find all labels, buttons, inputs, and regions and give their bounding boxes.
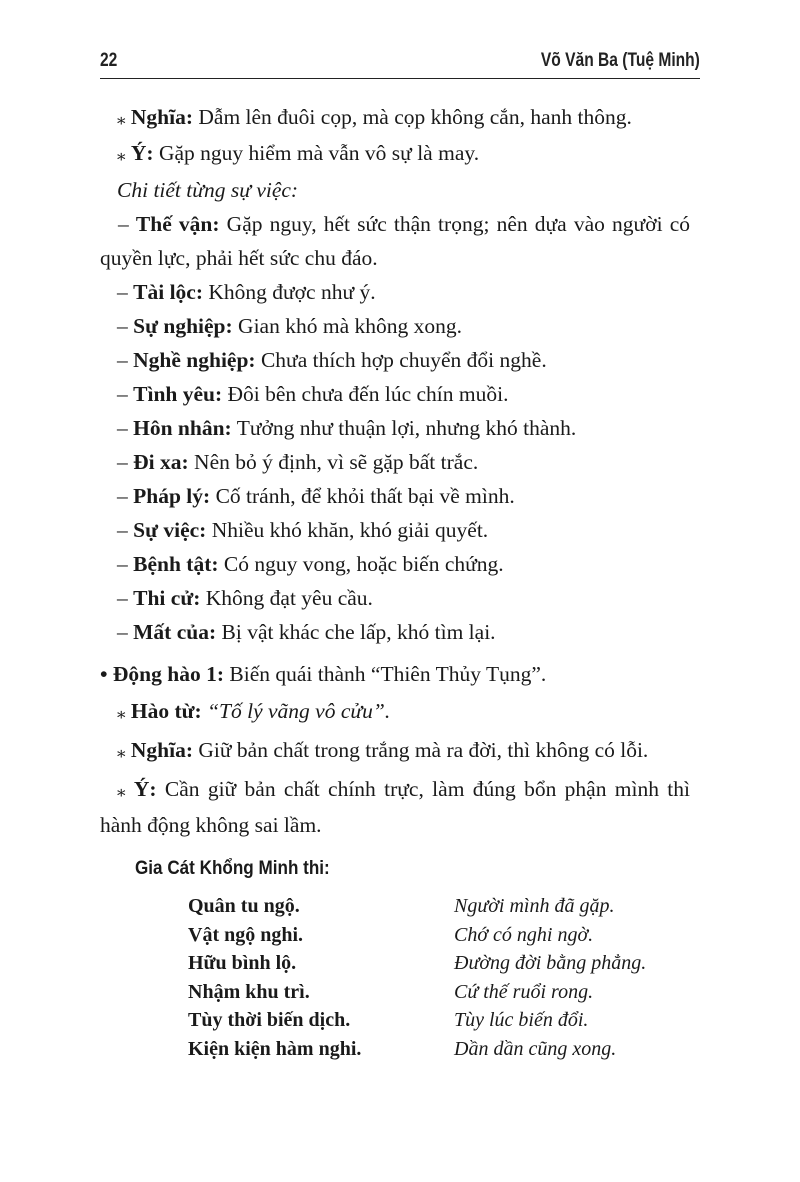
detail-label: Nghề nghiệp: xyxy=(133,348,256,372)
detail-text: Nên bỏ ý định, vì sẽ gặp bất trắc. xyxy=(188,450,479,474)
poem-han: Hữu bình lộ. xyxy=(188,952,297,974)
page-header xyxy=(100,40,700,80)
intro-y-label: Ý: xyxy=(130,141,154,165)
poem-han: Quân tu ngộ. xyxy=(188,895,300,917)
detail-label: Pháp lý: xyxy=(133,484,211,508)
hao-tu-label: Hào từ: xyxy=(130,699,202,723)
detail-tai-loc xyxy=(100,275,690,309)
detail-label: Thi cử: xyxy=(133,586,201,610)
dash: – xyxy=(117,348,134,372)
header-rule xyxy=(100,78,700,79)
poem-line xyxy=(100,921,690,950)
detail-thi-cu xyxy=(100,581,690,615)
poem-viet: Chớ có nghi ngờ. xyxy=(454,923,594,946)
dash: – xyxy=(117,518,134,542)
asterisk-icon: ⁎ xyxy=(117,703,126,722)
detail-mat-cua xyxy=(100,615,690,649)
intro-y-text: Gặp nguy hiểm mà vẫn vô sự là may. xyxy=(153,141,480,165)
dong-hao-heading xyxy=(100,657,690,691)
dash: – xyxy=(117,484,134,508)
intro-y xyxy=(100,136,690,172)
intro-nghia-text: Dẫm lên đuôi cọp, mà cọp không cắn, hanh thông. xyxy=(193,105,632,129)
detail-heading: Chi tiết từng sự việc: xyxy=(117,178,299,202)
poem-han: Tùy thời biến dịch. xyxy=(188,1009,351,1031)
poem-han: Nhậm khu trì. xyxy=(188,980,310,1003)
dong-hao-nghia-label: Nghĩa: xyxy=(130,738,193,762)
dong-hao-nghia xyxy=(100,733,690,769)
poem-line xyxy=(100,892,690,921)
poem-viet: Cứ thế ruổi rong. xyxy=(454,980,594,1003)
bullet-icon: • xyxy=(100,662,108,686)
dash: – xyxy=(117,450,134,474)
asterisk-icon: ⁎ xyxy=(117,781,126,800)
gia-cat-title: Gia Cát Khổng Minh thi: xyxy=(135,858,330,879)
dash: – xyxy=(117,620,134,644)
page-number: 22 xyxy=(100,50,118,71)
dash: – xyxy=(117,586,134,610)
detail-hon-nhan xyxy=(100,411,690,445)
poem-viet: Đường đời bằng phẳng. xyxy=(454,952,647,974)
poem xyxy=(100,892,690,1063)
poem-han: Kiện kiện hàm nghi. xyxy=(188,1037,362,1060)
detail-the-van xyxy=(100,207,690,275)
poem-viet: Người mình đã gặp. xyxy=(454,895,615,917)
detail-su-viec xyxy=(100,513,690,547)
poem-line xyxy=(100,949,690,978)
detail-label: Bệnh tật: xyxy=(133,552,219,576)
dong-hao-nghia-text: Giữ bản chất trong trắng mà ra đời, thì không có lỗi. xyxy=(193,738,649,762)
detail-text: Gian khó mà không xong. xyxy=(232,314,462,338)
dash: – xyxy=(117,280,134,304)
poem-line xyxy=(100,978,690,1007)
detail-text: Có nguy vong, hoặc biến chứng. xyxy=(218,552,504,576)
detail-nghe-nghiep xyxy=(100,343,690,377)
hao-tu-text: “Tố lý vãng vô cửu”. xyxy=(207,699,391,723)
detail-tinh-yeu xyxy=(100,377,690,411)
dong-hao-y-text: Cần giữ bản chất chính trực, làm đúng bổn phận mình thì hành động không sai lầm. xyxy=(100,777,691,837)
asterisk-icon: ⁎ xyxy=(117,109,126,128)
detail-label: Tài lộc: xyxy=(133,280,203,304)
detail-phap-ly xyxy=(100,479,690,513)
detail-text: Không được như ý. xyxy=(203,280,376,304)
detail-text: Không đạt yêu cầu. xyxy=(200,586,373,610)
poem-viet: Dần dần cũng xong. xyxy=(454,1037,617,1060)
intro-nghia-label: Nghĩa: xyxy=(130,105,193,129)
poem-line xyxy=(100,1006,690,1035)
intro-nghia xyxy=(100,100,690,136)
dong-hao-y xyxy=(100,772,690,842)
page-body xyxy=(100,100,690,1063)
detail-text: Gặp nguy, hết sức thận trọng; nên dựa vào người có quyền lực, phải hết sức chu đáo. xyxy=(100,212,690,270)
detail-label: Thế vận: xyxy=(135,212,220,236)
detail-label: Sự nghiệp: xyxy=(133,314,233,338)
running-head: Võ Văn Ba (Tuệ Minh) xyxy=(541,50,700,71)
detail-label: Tình yêu: xyxy=(133,382,223,406)
hao-tu xyxy=(100,694,690,730)
asterisk-icon: ⁎ xyxy=(117,145,126,164)
detail-text: Đôi bên chưa đến lúc chín muồi. xyxy=(222,382,509,406)
details-list xyxy=(100,207,690,649)
asterisk-icon: ⁎ xyxy=(117,742,126,761)
detail-text: Nhiều khó khăn, khó giải quyết. xyxy=(206,518,489,542)
dash: – xyxy=(117,314,134,338)
detail-text: Chưa thích hợp chuyển đổi nghề. xyxy=(255,348,547,372)
poem-line xyxy=(100,1035,690,1064)
detail-label: Mất của: xyxy=(133,620,217,644)
detail-label: Đi xa: xyxy=(133,450,189,474)
dash: – xyxy=(117,382,134,406)
detail-text: Tưởng như thuận lợi, nhưng khó thành. xyxy=(231,416,577,440)
detail-su-nghiep xyxy=(100,309,690,343)
poem-han: Vật ngộ nghi. xyxy=(188,923,304,946)
dash: – xyxy=(117,416,134,440)
dong-hao-text: Biến quái thành “Thiên Thủy Tụng”. xyxy=(224,662,547,686)
dong-hao-y-label: Ý: xyxy=(133,777,157,801)
detail-label: Sự việc: xyxy=(133,518,207,542)
detail-text: Cố tránh, để khỏi thất bại về mình. xyxy=(210,484,515,508)
detail-label: Hôn nhân: xyxy=(133,416,232,440)
dash: – xyxy=(118,212,136,236)
dong-hao-label: Động hào 1: xyxy=(107,662,225,686)
detail-di-xa xyxy=(100,445,690,479)
detail-benh-tat xyxy=(100,547,690,581)
detail-text: Bị vật khác che lấp, khó tìm lại. xyxy=(216,620,496,644)
dash: – xyxy=(117,552,134,576)
poem-viet: Tùy lúc biến đổi. xyxy=(454,1009,589,1031)
